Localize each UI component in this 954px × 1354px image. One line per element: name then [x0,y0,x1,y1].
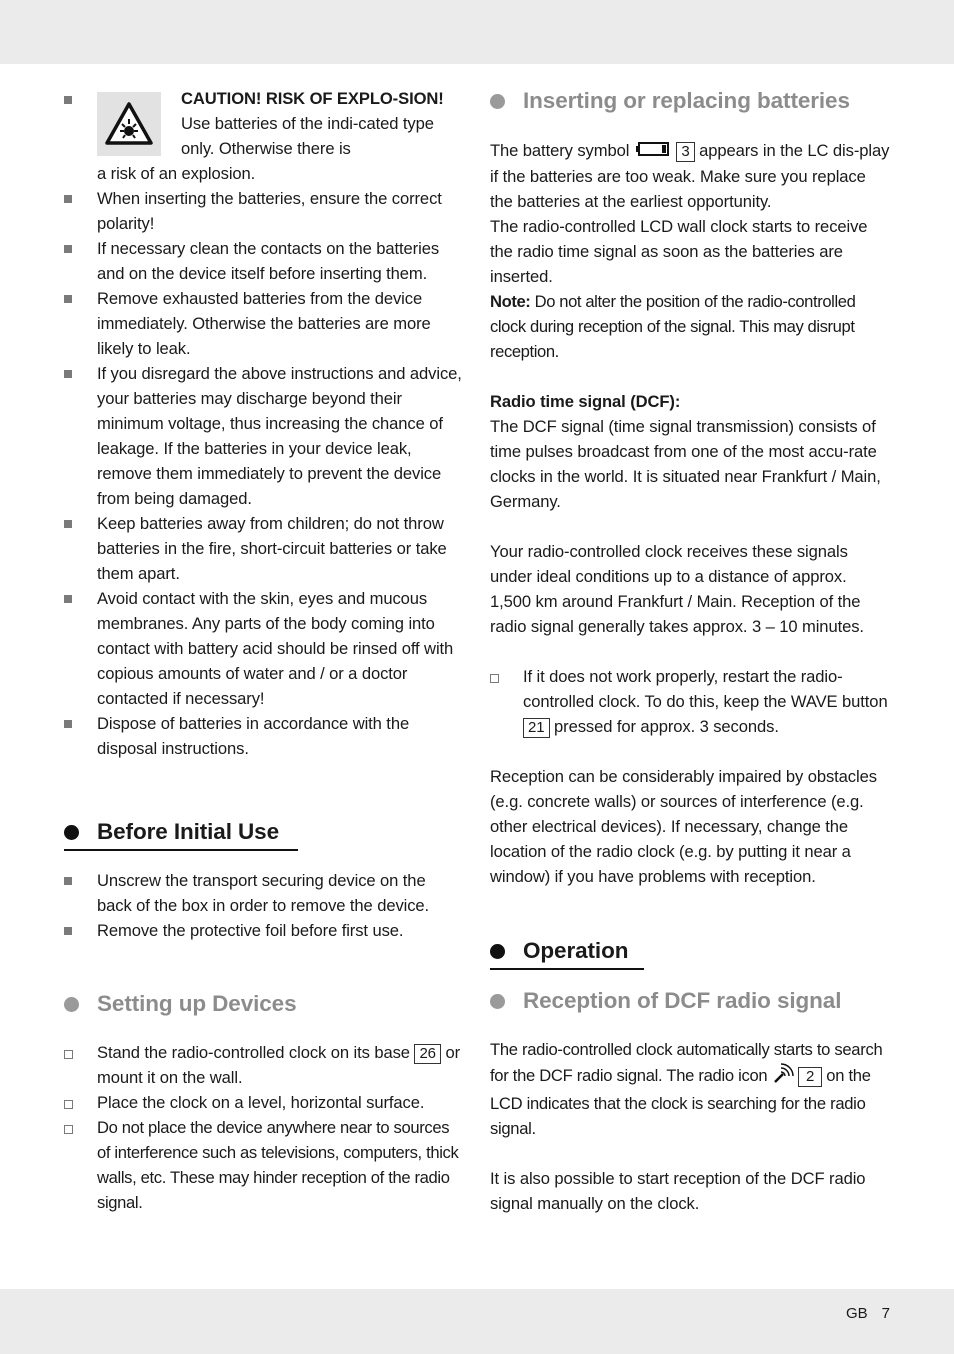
left-column [64,86,464,1215]
list-item [64,586,464,711]
note-label: Note: [490,292,531,312]
bullet-text: Unscrew the transport securing device on the back of the box in order to remove the device. [97,871,430,915]
step-item: Place the clock on a level, horizontal surface. [64,1090,464,1115]
bullet-text: Keep batteries away from children; do not throw batteries in the fire, short-circuit batteries or take them apart. [97,514,447,583]
footer-language: GB [845,1305,868,1322]
section-heading-setup: Setting up Devices [64,989,464,1019]
section-heading-batteries: Inserting or replacing batteries [490,86,892,116]
caution-body: Use batteries of the indi-cated type only. Otherwise there is [181,114,434,158]
list-item [64,511,464,586]
section-heading-before-use: Before Initial Use [64,817,464,847]
top-band [0,0,954,64]
step-item: If it does not work properly, restart the radio-controlled clock. To do this, keep the WAVE button 21 pressed for approx. 3 seconds. [490,664,892,739]
bullet-text: Remove exhausted batteries from the device immediately. Otherwise the batteries are more likely to leak. [97,289,431,358]
section-heading-operation: Operation [490,936,892,966]
paragraph: Reception can be considerably impaired by obstacles (e.g. concrete walls) or sources of interference (e.g. other electrical devices). If necessary, change the location of the radio clock (e.g. by putting it near a window) if you have problems with reception. [490,767,877,887]
caution-heading: CAUTION! RISK OF EXPLO-SION! [181,89,444,108]
list-item [64,711,464,761]
caution-item [64,86,464,186]
battery-icon [636,139,670,164]
page-number: 7 [881,1305,890,1322]
subheading-dcf: Radio time signal (DCF): [490,392,681,412]
heading-dot-icon [64,825,79,840]
right-column [490,86,892,1216]
section-heading-reception: Reception of DCF radio signal [490,986,892,1016]
bullet-text: Dispose of batteries in accordance with the disposal instructions. [97,714,410,758]
bullet-text: When inserting the batteries, ensure the correct polarity! [97,189,442,233]
explosion-warning-icon [97,92,161,156]
caution-tail: a risk of an explosion. [97,164,256,183]
radio-signal-icon [772,1062,794,1091]
list-item [64,286,464,361]
bullet-text: If necessary clean the contacts on the batteries and on the device itself before inserting them. [97,239,440,283]
list-item [64,186,464,236]
ref-number: 2 [798,1067,822,1087]
paragraph: The radio-controlled clock automatically starts to search for the DCF radio signal. The radio icon 2 on the LCD indicates that the clock is searching for the radio signal. [490,1040,883,1139]
step-item: Do not place the device anywhere near to sources of interference such as televisions, computers, thick walls, etc. These may hinder reception of the radio signal. [64,1115,464,1215]
heading-dot-icon [490,944,505,959]
ref-number: 21 [523,718,550,738]
paragraph: The DCF signal (time signal transmission) consists of time pulses broadcast from one of the most accu-rate clocks in the world. It is situated near Frankfurt / Main, Germany. [490,417,881,512]
bullet-text: Remove the protective foil before first use. [97,921,404,940]
list-item [64,361,464,511]
list-item [64,868,464,918]
page-footer [800,1305,890,1322]
bullet-text: Avoid contact with the skin, eyes and mucous membranes. Any parts of the body coming into contact with battery acid should be rinsed off with copious amounts of water and / or a doctor contacted if necessary! [97,589,454,708]
note: Note: Do not alter the position of the radio-controlled clock during reception of the signal. This may disrupt reception. [490,292,856,362]
list-item [64,918,464,943]
heading-dot-icon [490,994,505,1009]
heading-dot-icon [64,997,79,1012]
paragraph: It is also possible to start reception of the DCF radio signal manually on the clock. [490,1169,866,1214]
bullet-text: If you disregard the above instructions and advice, your batteries may discharge beyond their minimum voltage, thus increasing the chance of leakage. If the batteries in your device leak, remove them immediately to prevent the device from being damaged. [97,364,462,508]
bullet-marker [64,86,72,111]
ref-number: 3 [676,142,694,162]
paragraph: Your radio-controlled clock receives these signals under ideal conditions up to a distance of approx. 1,500 km around Frankfurt / Main. Reception of the radio signal generally takes approx. 3 – 10 minutes. [490,542,864,637]
heading-dot-icon [490,94,505,109]
list-item [64,236,464,286]
paragraph: The radio-controlled LCD wall clock starts to receive the radio time signal as soon as the batteries are inserted. [490,217,868,287]
paragraph: The battery symbol 3 appears in the LC dis-play if the batteries are too weak. Make sure you replace the batteries at the earliest opportunity. [490,141,890,212]
ref-number: 26 [414,1044,441,1064]
step-item: Stand the radio-controlled clock on its base 26 or mount it on the wall. [64,1040,464,1090]
